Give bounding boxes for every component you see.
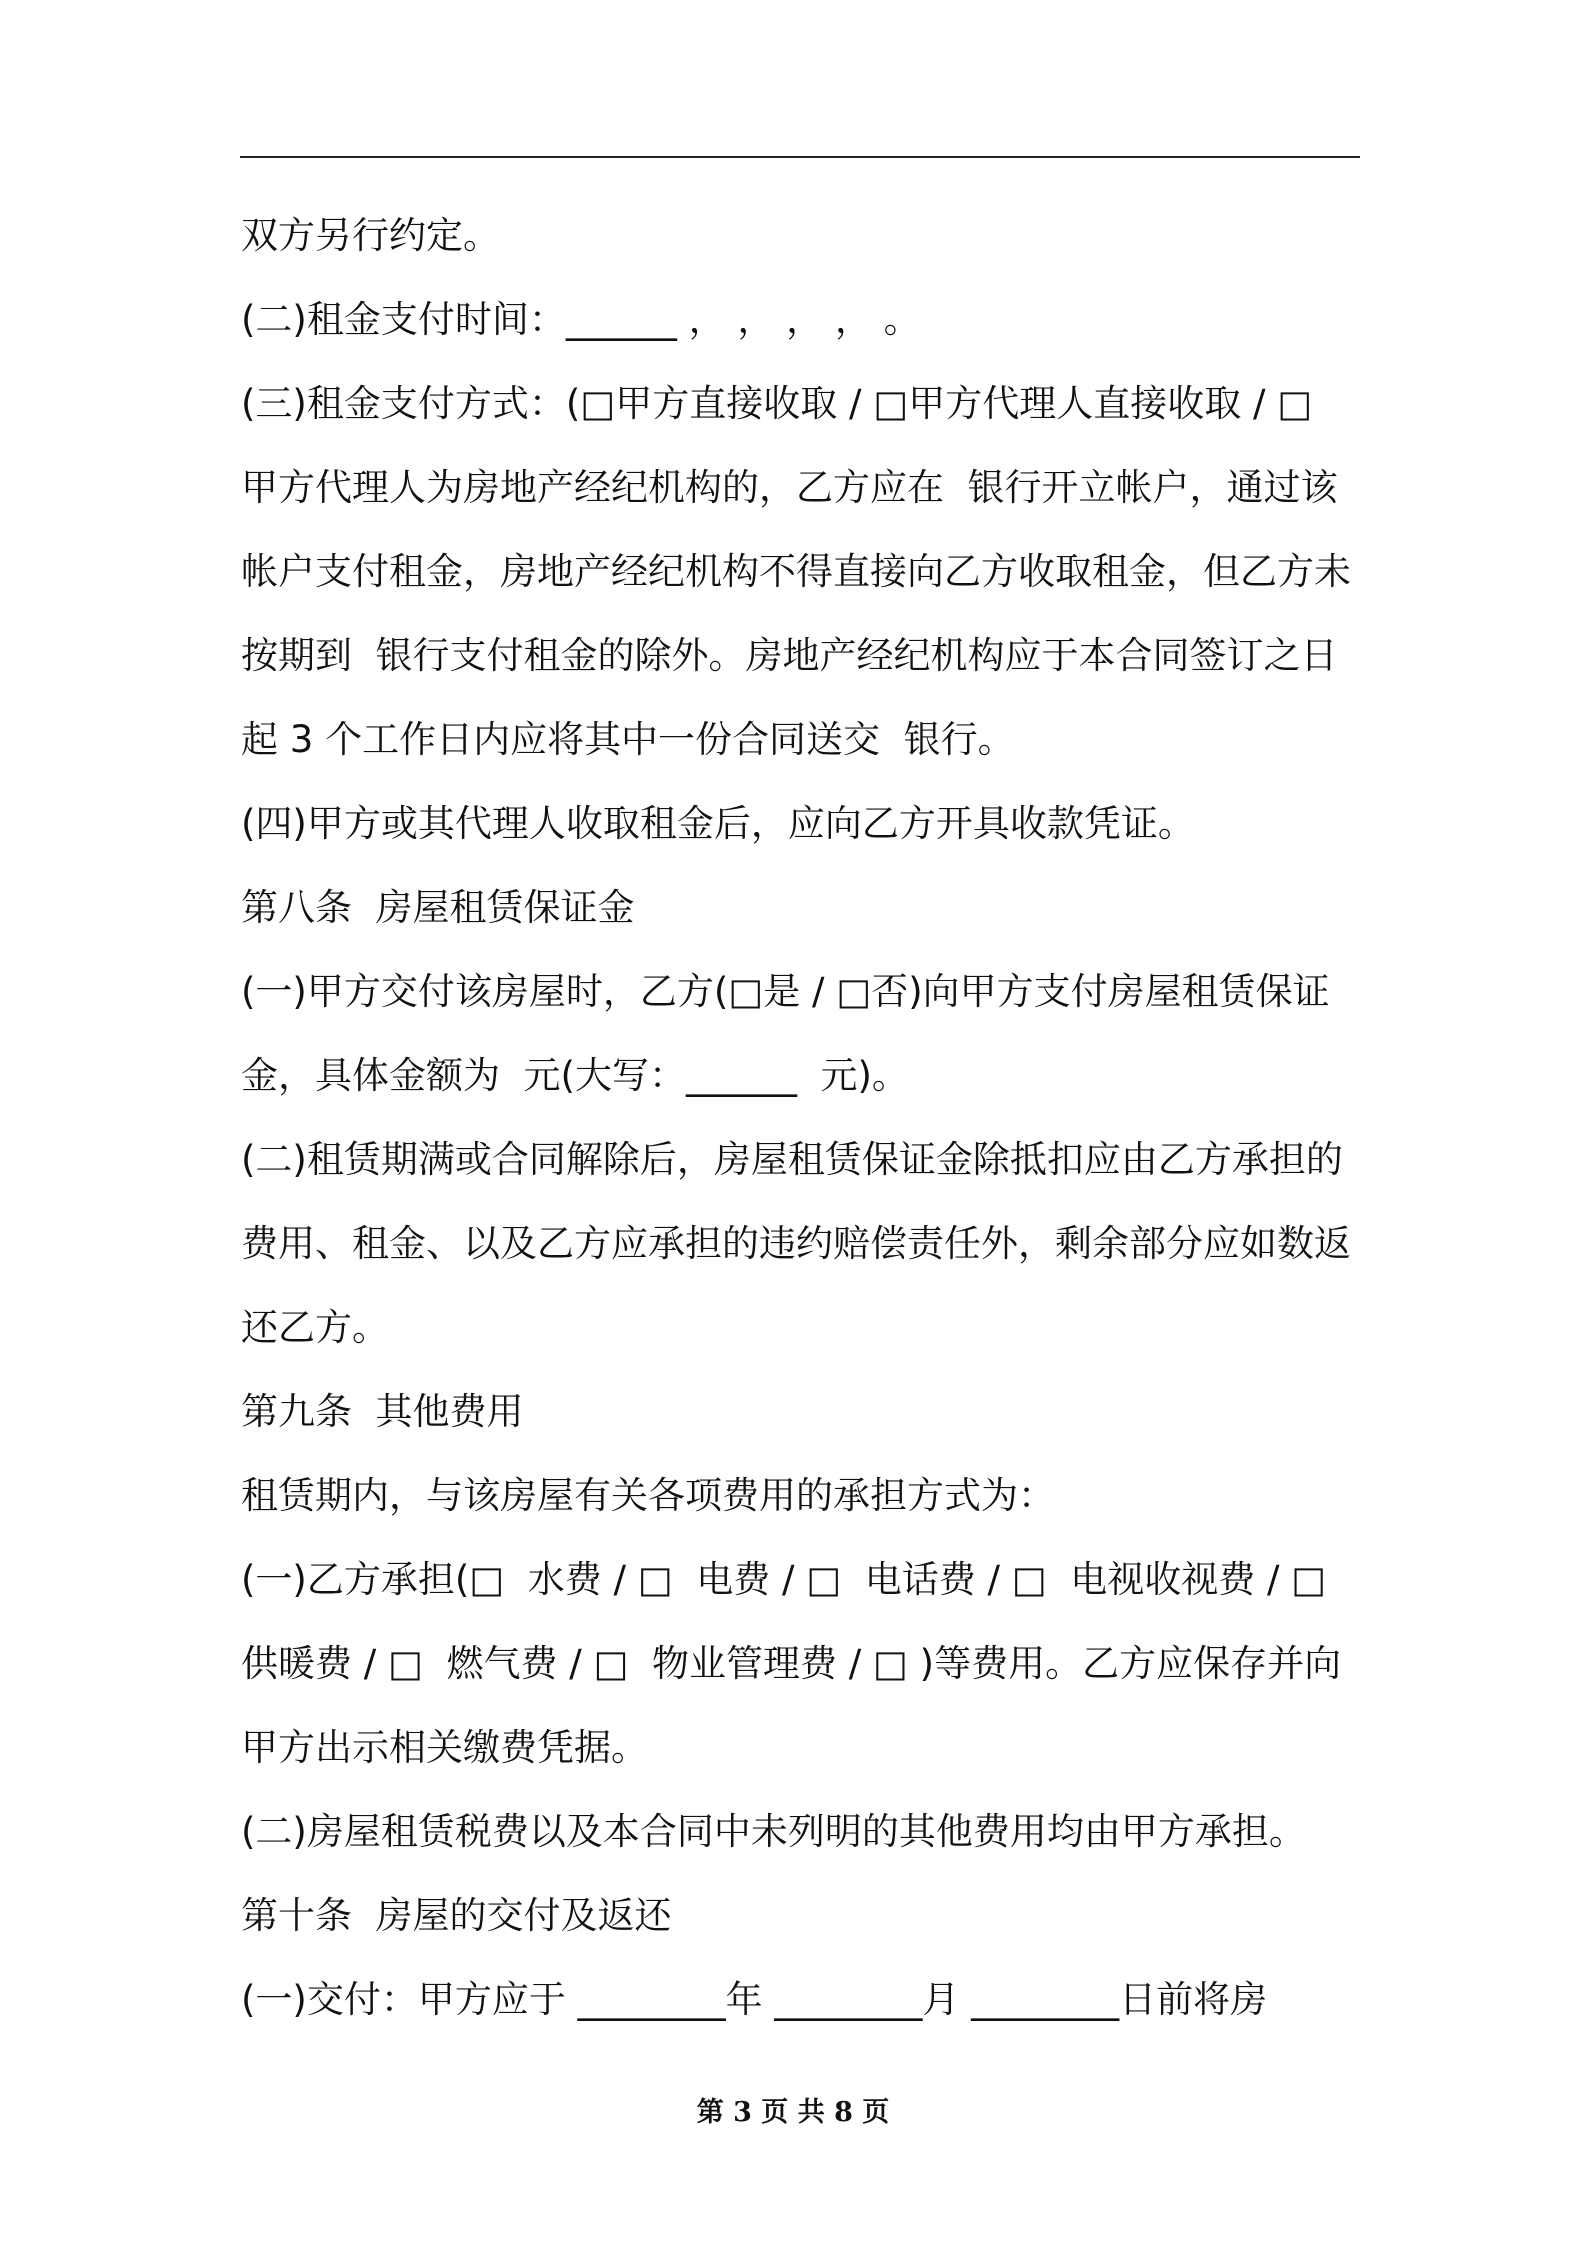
text-line-12: (二)租赁期满或合同解除后，房屋租赁保证金除抵扣应由乙方承担的: [241, 1138, 1343, 1181]
document-body: [241, 194, 1365, 2042]
text-line-3: (三)租金支付方式：(□甲方直接收取 / □甲方代理人直接收取 / □: [241, 382, 1313, 425]
page-number: 第 3 页 共 8 页: [696, 2097, 890, 2128]
text-line-8: (四)甲方或其代理人收取租金后，应向乙方开具收款凭证。: [241, 802, 1195, 845]
header-divider: [240, 156, 1360, 158]
text-line-1: 双方另行约定。: [241, 214, 500, 257]
text-line-16: 租赁期内，与该房屋有关各项费用的承担方式为：: [241, 1474, 1055, 1517]
section-heading-article-10: 第十条 房屋的交付及返还: [241, 1894, 672, 1937]
text-line-11: 金，具体金额为 元(大写：______ 元)。: [241, 1054, 909, 1097]
text-line-20: (二)房屋租赁税费以及本合同中未列明的其他费用均由甲方承担。: [241, 1810, 1306, 1853]
text-line-2: (二)租金支付时间：______ ， ， ， ， 。: [241, 298, 921, 341]
text-line-4: 甲方代理人为房地产经纪机构的，乙方应在 银行开立帐户，通过该: [241, 466, 1338, 509]
text-line-6: 按期到 银行支付租金的除外。房地产经纪机构应于本合同签订之日: [241, 634, 1338, 677]
text-line-18: 供暖费 / □ 燃气费 / □ 物业管理费 / □ )等费用。乙方应保存并向: [241, 1642, 1342, 1685]
text-line-19: 甲方出示相关缴费凭据。: [241, 1726, 648, 1769]
text-line-13: 费用、租金、以及乙方应承担的违约赔偿责任外，剩余部分应如数返: [241, 1222, 1351, 1265]
text-line-17: (一)乙方承担(□ 水费 / □ 电费 / □ 电话费 / □ 电视收视费 / □: [241, 1558, 1327, 1601]
text-line-10: (一)甲方交付该房屋时，乙方(□是 / □否)向甲方支付房屋租赁保证: [241, 970, 1330, 1013]
text-line-5: 帐户支付租金，房地产经纪机构不得直接向乙方收取租金，但乙方未: [241, 550, 1351, 593]
text-line-14: 还乙方。: [241, 1306, 389, 1349]
section-heading-article-9: 第九条 其他费用: [241, 1390, 524, 1433]
text-line-22: (一)交付：甲方应于 ________年 ________月 ________日前将房: [241, 1978, 1268, 2021]
text-line-7: 起 3 个工作日内应将其中一份合同送交 银行。: [241, 718, 1015, 761]
section-heading-article-8: 第八条 房屋租赁保证金: [241, 886, 635, 929]
